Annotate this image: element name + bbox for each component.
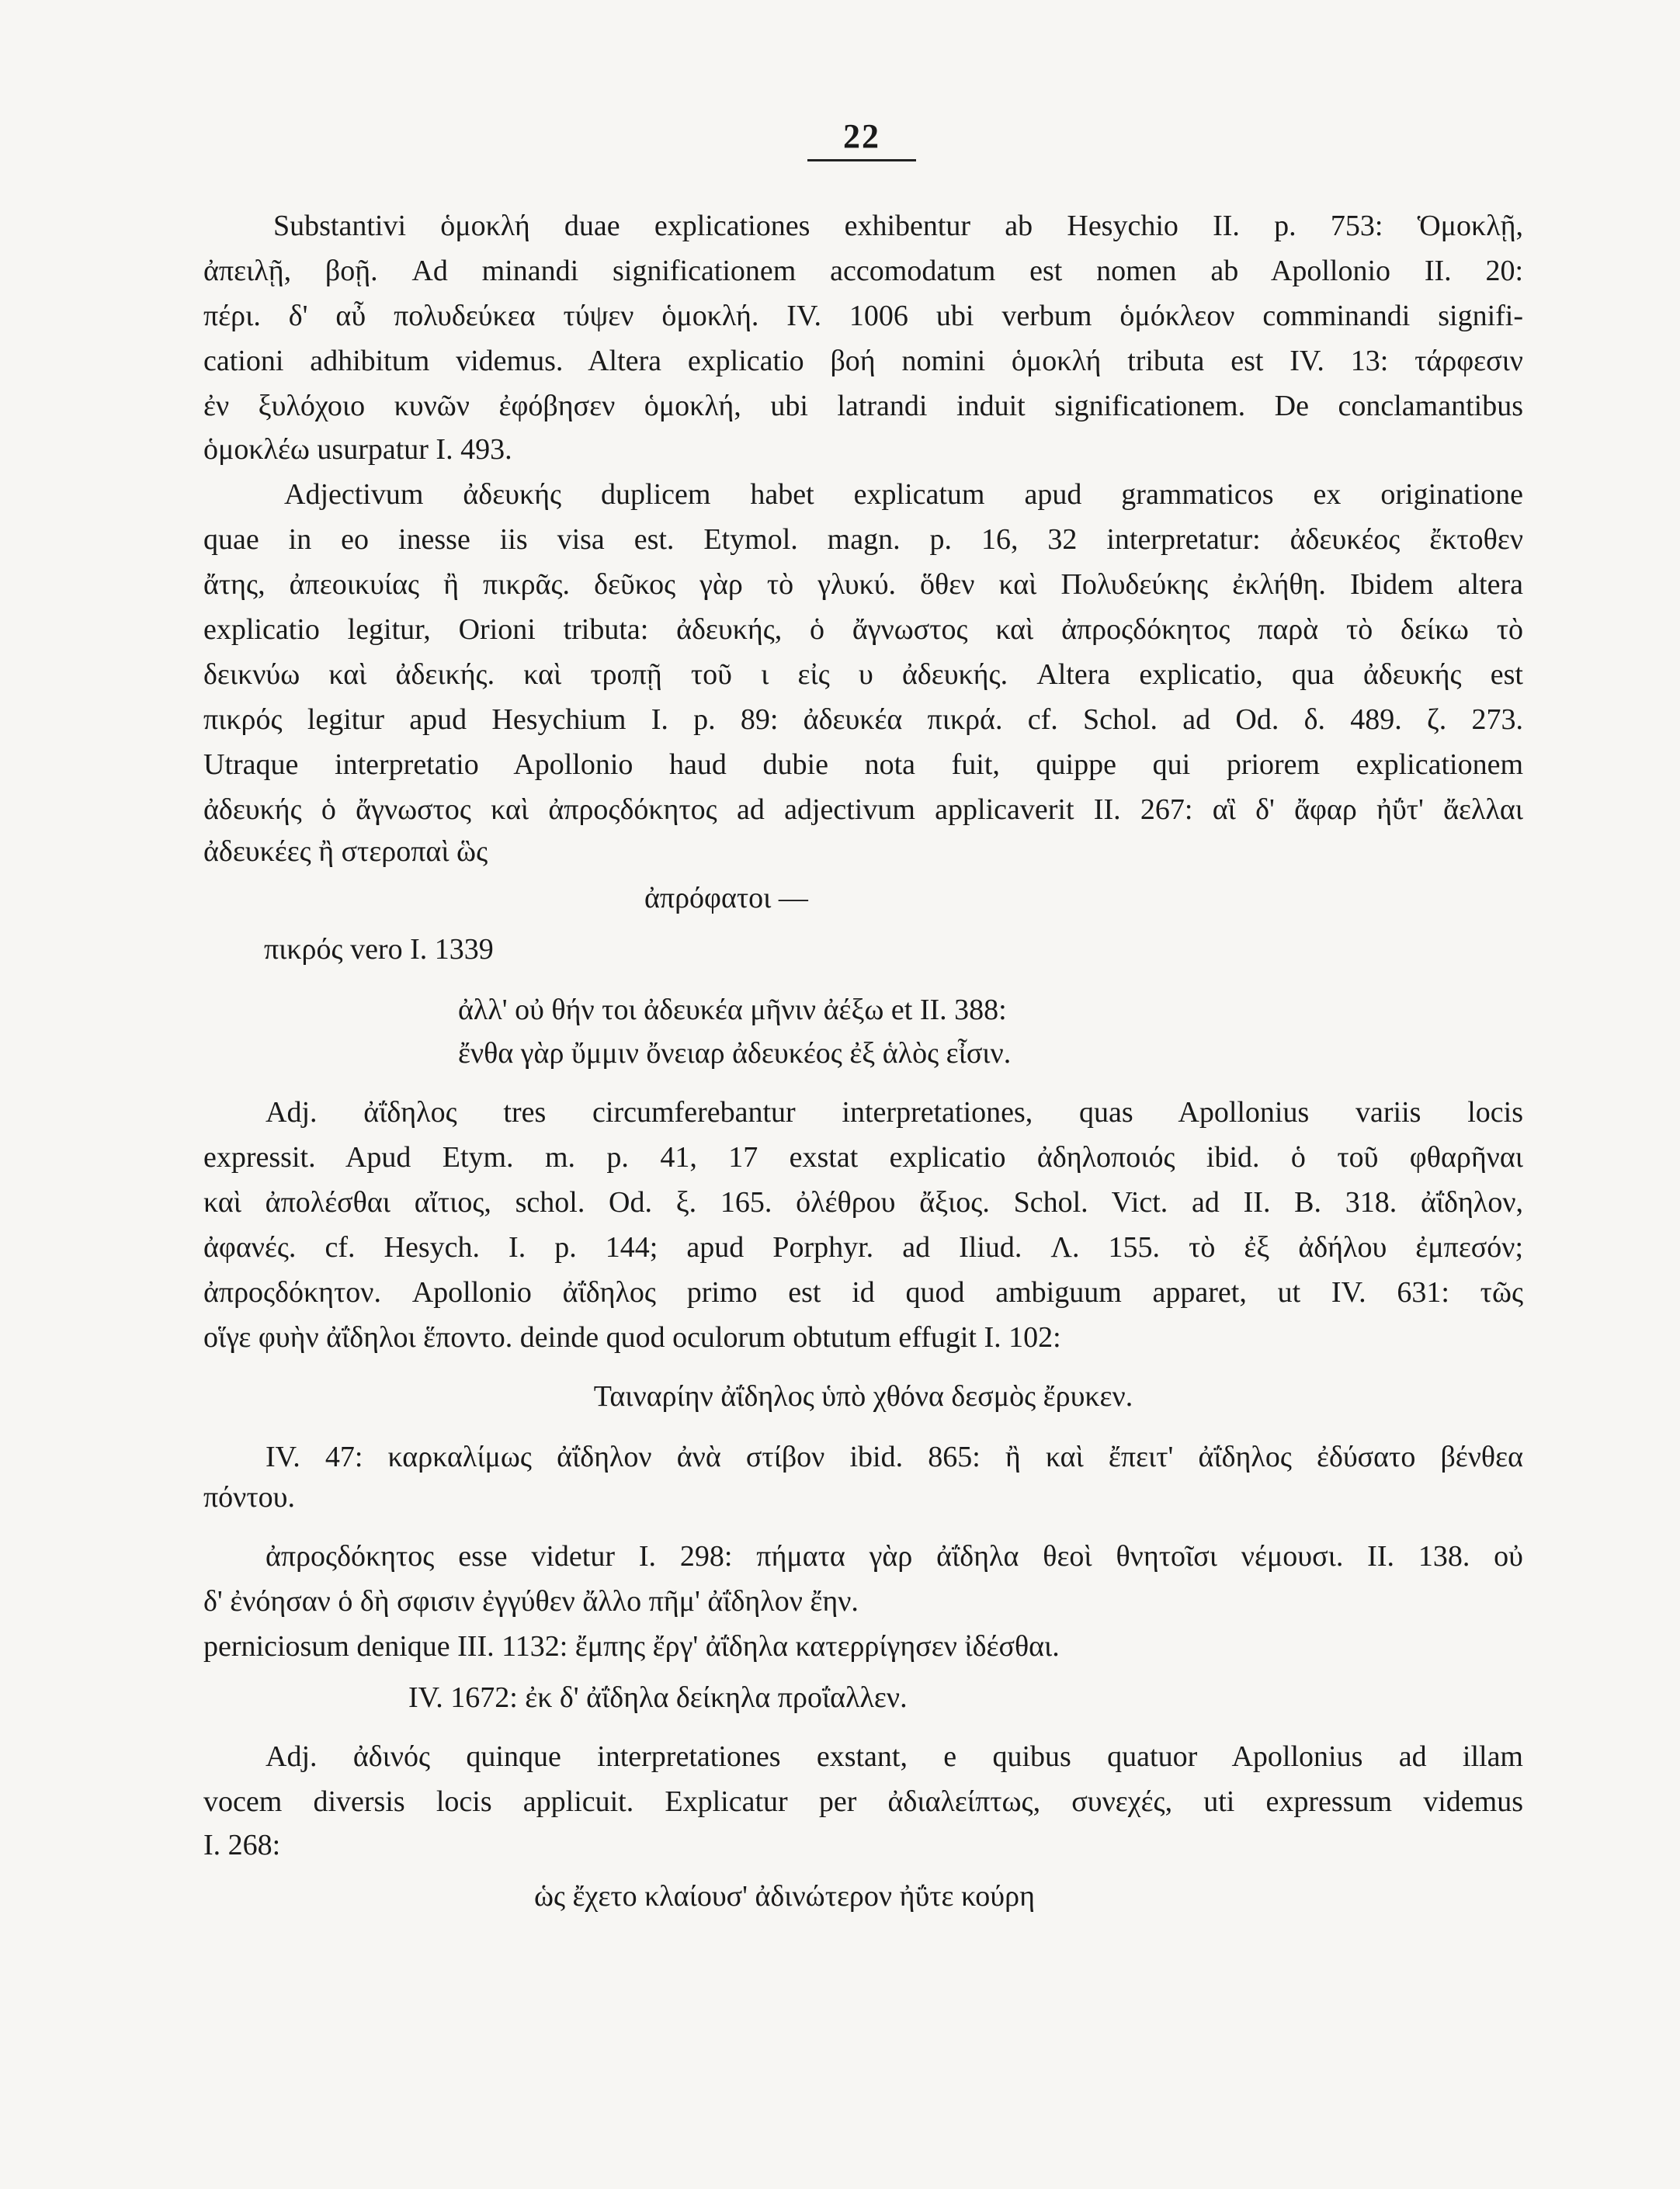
text-line: πικρός legitur apud Hesychium I. p. 89: ἀδευκέα πικρά. cf. Schol. ad Od. δ. 489. ζ. 273.	[203, 703, 1523, 736]
text-line: δεικνύω καὶ ἀδεικής. καὶ τροπῇ τοῦ ι εἰς υ ἀδευκής. Altera explicatio, qua ἀδευκής est	[203, 658, 1523, 691]
verse-line: ἀλλ' οὐ θήν τοι ἀδευκέα μῆνιν ἀέξω et II. 388:	[458, 994, 1007, 1026]
text-line: ἄτης, ἀπεοικυίας ἢ πικρᾶς. δεῦκος γὰρ τὸ γλυκύ. ὅθεν καὶ Πολυδεύκης ἐκλήθη. Ibidem altera	[203, 568, 1523, 601]
text-line: οἵγε φυὴν ἀΐδηλοι ἕποντο. deinde quod oculorum obtutum effugit I. 102:	[203, 1321, 1061, 1354]
text-line: ὁμοκλέω usurpatur I. 493.	[203, 433, 512, 466]
text-line: ἀπρόφατοι —	[644, 882, 808, 914]
text-line: ἀπειλῇ, βοῇ. Ad minandi significationem accomodatum est nomen ab Apollonio II. 20:	[203, 255, 1523, 287]
text-line: explicatio legitur, Orioni tributa: ἀδευκής, ὁ ἄγνωστος καὶ ἀπροςδόκητος παρὰ τὸ δείκω τὸ	[203, 613, 1523, 646]
verse-line: IV. 1672: ἐκ δ' ἀΐδηλα δείκηλα προΐαλλεν.	[408, 1681, 908, 1714]
text-line: ἀδευκής ὁ ἄγνωστος καὶ ἀπροςδόκητος ad adjectivum applicaverit II. 267: αἳ δ' ἄφαρ ἠΰτ' ἄελλαι	[203, 793, 1523, 826]
text-line: Utraque interpretatio Apollonio haud dubie nota fuit, quippe qui priorem explicationem	[203, 748, 1523, 781]
text-line: expressit. Apud Etym. m. p. 41, 17 exstat explicatio ἀδηλοποιός ibid. ὁ τοῦ φθαρῆναι	[203, 1141, 1523, 1174]
text-line: Adjectivum ἀδευκής duplicem habet explicatum apud grammaticos ex originatione	[284, 478, 1523, 511]
text-line: ἀδευκέες ἢ στεροπαὶ ὣς	[203, 835, 488, 868]
verse-line: Ταιναρίην ἀΐδηλος ὑπὸ χθόνα δεσμὸς ἔρυκεν.	[593, 1380, 1133, 1413]
text-line: ἐν ξυλόχοιο κυνῶν ἐφόβησεν ὁμοκλή, ubi latrandi induit significationem. De conclamantibus	[203, 390, 1523, 422]
text-line: ἀφανές. cf. Hesych. I. p. 144; apud Porphyr. ad Iliud. Λ. 155. τὸ ἐξ ἀδήλου ἐμπεσόν;	[203, 1231, 1523, 1264]
text-line: ἀπροςδόκητος esse videtur I. 298: πήματα γὰρ ἀΐδηλα θεοὶ θνητοῖσι νέμουσι. II. 138. οὐ	[266, 1540, 1523, 1573]
text-line: I. 268:	[203, 1829, 281, 1861]
text-line: πικρός vero I. 1339	[264, 933, 494, 966]
text-line: δ' ἐνόησαν ὁ δὴ σφισιν ἐγγύθεν ἄλλο πῆμ' ἀΐδηλον ἔην.	[203, 1585, 859, 1618]
verse-line: ὡς ἔχετο κλαίουσ' ἀδινώτερον ἠΰτε κούρη	[534, 1880, 1035, 1913]
text-line: quae in eo inesse iis visa est. Etymol. magn. p. 16, 32 interpretatur: ἀδευκέος ἔκτοθεν	[203, 523, 1523, 556]
text-line: πόντου.	[203, 1481, 295, 1514]
text-line: cationi adhibitum videmus. Altera explicatio βοή nomini ὁμοκλή tributa est IV. 13: τάρφεσιν	[203, 345, 1523, 377]
text-line: IV. 47: καρκαλίμως ἀΐδηλον ἀνὰ στίβον ibid. 865: ἢ καὶ ἔπειτ' ἀΐδηλος ἐδύσατο βένθεα	[266, 1441, 1523, 1473]
text-line: vocem diversis locis applicuit. Explicatur per ἀδιαλείπτως, συνεχές, uti expressum videmus	[203, 1785, 1523, 1818]
text-line: ἀπροςδόκητον. Apollonio ἀΐδηλος primo est id quod ambiguum apparet, ut IV. 631: τῶς	[203, 1276, 1523, 1309]
text-line: perniciosum denique III. 1132: ἔμπης ἔργ' ἀΐδηλα κατερρίγησεν ἰδέσθαι.	[203, 1630, 1060, 1663]
text-line: Adj. ἀΐδηλος tres circumferebantur interpretationes, quas Apollonius variis locis	[266, 1096, 1523, 1129]
page-number: 22	[807, 116, 916, 161]
text-line: πέρι. δ' αὖ πολυδεύκεα τύψεν ὁμοκλή. IV. 1006 ubi verbum ὁμόκλεον comminandi signifi-	[203, 300, 1523, 332]
text-line: Substantivi ὁμοκλή duae explicationes exhibentur ab Hesychio II. p. 753: Ὁμοκλῇ,	[273, 210, 1523, 242]
verse-line: ἔνθα γὰρ ὔμμιν ὄνειαρ ἀδευκέος ἐξ ἁλὸς εἶσιν.	[458, 1037, 1012, 1070]
text-line: καὶ ἀπολέσθαι αἴτιος, schol. Od. ξ. 165. ὀλέθρου ἄξιος. Schol. Vict. ad II. B. 318. ἀΐδηλον,	[203, 1186, 1523, 1219]
text-line: Adj. ἀδινός quinque interpretationes exstant, e quibus quatuor Apollonius ad illam	[266, 1740, 1523, 1773]
